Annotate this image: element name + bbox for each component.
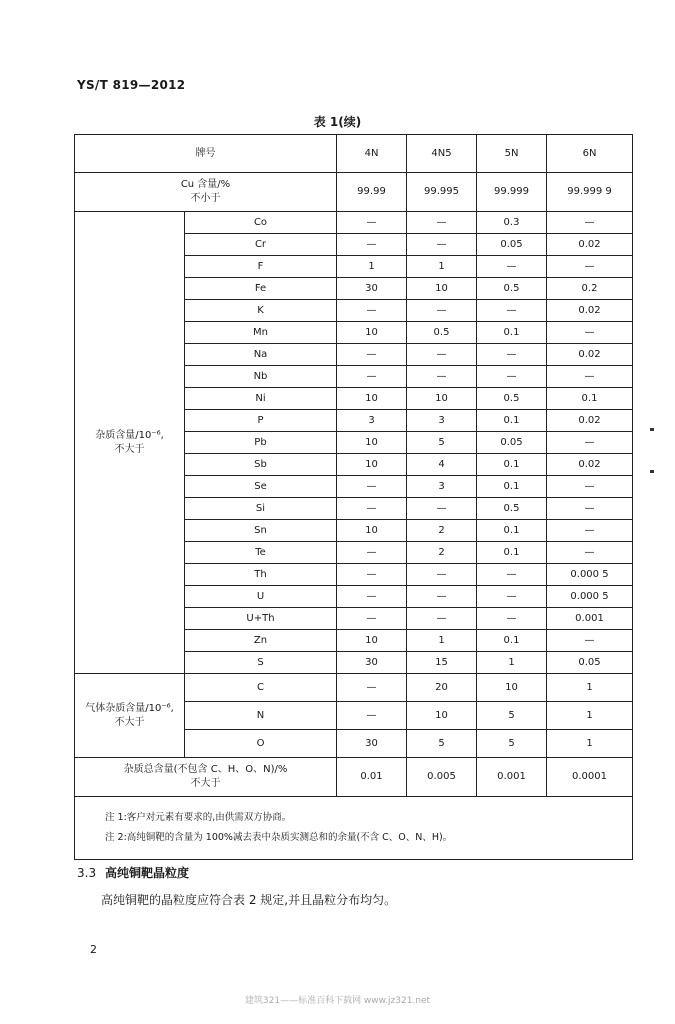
impurity-value: 10 bbox=[337, 388, 407, 410]
element-label: Fe bbox=[185, 278, 337, 300]
table-row bbox=[75, 828, 633, 860]
impurity-value: 0.1 bbox=[477, 476, 547, 498]
impurity-value: 0.05 bbox=[547, 652, 633, 674]
impurity-value: 0.05 bbox=[477, 234, 547, 256]
impurity-value: — bbox=[477, 256, 547, 278]
impurity-value: — bbox=[337, 344, 407, 366]
impurity-value: — bbox=[337, 586, 407, 608]
impurity-value: — bbox=[337, 300, 407, 322]
section-paragraph: 高纯铜靶的晶粒度应符合表 2 规定,并且晶粒分布均匀。 bbox=[101, 893, 397, 907]
footer-watermark: 建筑321——标准百科下载网 www.jz321.net bbox=[244, 996, 431, 1006]
impurity-value: 0.1 bbox=[477, 630, 547, 652]
element-label: Nb bbox=[185, 366, 337, 388]
table-row bbox=[75, 797, 633, 829]
impurity-value: 10 bbox=[407, 278, 477, 300]
group-label-line: 杂质含量/10⁻⁶, bbox=[95, 429, 164, 441]
table-row bbox=[75, 212, 633, 234]
impurity-value: — bbox=[337, 366, 407, 388]
table-row bbox=[75, 758, 633, 797]
grade-header: 4N bbox=[337, 135, 407, 173]
group-label-line: 不大于 bbox=[114, 716, 145, 728]
table-note: 注 1:客户对元素有要求的,由供需双方协商。 bbox=[75, 797, 633, 829]
impurity-value: 0.05 bbox=[477, 432, 547, 454]
total-value: 0.01 bbox=[337, 758, 407, 797]
impurity-value: — bbox=[407, 300, 477, 322]
gas-value: 1 bbox=[547, 674, 633, 702]
impurity-value: 0.02 bbox=[547, 234, 633, 256]
impurity-value: — bbox=[337, 564, 407, 586]
table-note: 注 2:高纯铜靶的含量为 100%减去表中杂质实测总和的余量(不含 C、O、N、H)。 bbox=[75, 828, 633, 860]
element-label: Te bbox=[185, 542, 337, 564]
element-label: Sn bbox=[185, 520, 337, 542]
impurity-value: — bbox=[477, 564, 547, 586]
impurity-value: 0.5 bbox=[477, 388, 547, 410]
table-row bbox=[75, 135, 633, 173]
element-label: Mn bbox=[185, 322, 337, 344]
impurity-value: — bbox=[477, 586, 547, 608]
impurity-value: — bbox=[337, 476, 407, 498]
impurity-value: 0.02 bbox=[547, 410, 633, 432]
impurity-value: — bbox=[337, 212, 407, 234]
total-label-line: 杂质总含量(不包含 C、H、O、N)/% bbox=[123, 764, 288, 775]
gas-value: 1 bbox=[547, 702, 633, 730]
impurity-value: 1 bbox=[407, 256, 477, 278]
margin-mark bbox=[650, 470, 654, 473]
impurity-value: — bbox=[477, 366, 547, 388]
impurity-value: 10 bbox=[337, 630, 407, 652]
element-label: U bbox=[185, 586, 337, 608]
gas-value: 20 bbox=[407, 674, 477, 702]
impurity-group-label bbox=[75, 212, 185, 674]
grade-label: 牌号 bbox=[75, 135, 337, 173]
element-label: Co bbox=[185, 212, 337, 234]
gas-value: 1 bbox=[547, 730, 633, 758]
impurity-value: — bbox=[337, 542, 407, 564]
page-number: 2 bbox=[90, 943, 97, 956]
impurity-value: — bbox=[547, 498, 633, 520]
impurity-value: 0.02 bbox=[547, 344, 633, 366]
grade-header: 4N5 bbox=[407, 135, 477, 173]
impurity-value: — bbox=[407, 212, 477, 234]
impurity-value: 1 bbox=[407, 630, 477, 652]
element-label: S bbox=[185, 652, 337, 674]
impurity-value: 0.000 5 bbox=[547, 564, 633, 586]
impurity-value: — bbox=[407, 608, 477, 630]
total-label bbox=[75, 758, 337, 797]
impurity-value: — bbox=[547, 542, 633, 564]
impurity-value: — bbox=[407, 498, 477, 520]
section-title: 高纯铜靶晶粒度 bbox=[105, 866, 190, 880]
impurity-value: 10 bbox=[337, 520, 407, 542]
impurity-value: 0.02 bbox=[547, 454, 633, 476]
element-label: N bbox=[185, 702, 337, 730]
impurity-value: 0.1 bbox=[477, 520, 547, 542]
impurity-value: 1 bbox=[337, 256, 407, 278]
element-label: C bbox=[185, 674, 337, 702]
gas-value: 10 bbox=[477, 674, 547, 702]
impurity-value: 10 bbox=[337, 432, 407, 454]
gas-value: — bbox=[337, 702, 407, 730]
impurity-value: 30 bbox=[337, 278, 407, 300]
element-label: Pb bbox=[185, 432, 337, 454]
impurity-value: 10 bbox=[407, 388, 477, 410]
impurity-value: 0.001 bbox=[547, 608, 633, 630]
impurity-value: — bbox=[477, 608, 547, 630]
gas-value: 5 bbox=[477, 702, 547, 730]
gas-value: 5 bbox=[477, 730, 547, 758]
element-label: Si bbox=[185, 498, 337, 520]
grade-header: 5N bbox=[477, 135, 547, 173]
impurity-value: 0.5 bbox=[477, 278, 547, 300]
total-value: 0.005 bbox=[407, 758, 477, 797]
gas-value: — bbox=[337, 674, 407, 702]
margin-mark bbox=[650, 428, 654, 431]
section-number: 3.3 bbox=[77, 866, 97, 880]
gas-value: 5 bbox=[407, 730, 477, 758]
table-caption: 表 1(续) bbox=[313, 115, 362, 129]
impurity-value: — bbox=[407, 344, 477, 366]
impurity-value: 1 bbox=[477, 652, 547, 674]
cu-value: 99.999 9 bbox=[547, 173, 633, 212]
impurity-value: 2 bbox=[407, 542, 477, 564]
total-value: 0.0001 bbox=[547, 758, 633, 797]
cu-value: 99.995 bbox=[407, 173, 477, 212]
section-heading bbox=[77, 864, 189, 881]
impurity-value: 3 bbox=[407, 476, 477, 498]
impurity-value: 4 bbox=[407, 454, 477, 476]
impurity-value: — bbox=[407, 366, 477, 388]
impurity-value: 0.1 bbox=[547, 388, 633, 410]
grade-header: 6N bbox=[547, 135, 633, 173]
impurity-value: — bbox=[407, 586, 477, 608]
impurity-value: 2 bbox=[407, 520, 477, 542]
cu-label bbox=[75, 173, 337, 212]
impurity-value: — bbox=[547, 630, 633, 652]
impurity-value: 0.1 bbox=[477, 542, 547, 564]
cu-value: 99.999 bbox=[477, 173, 547, 212]
element-label: P bbox=[185, 410, 337, 432]
impurity-value: 5 bbox=[407, 432, 477, 454]
impurity-value: — bbox=[547, 476, 633, 498]
impurity-value: — bbox=[407, 564, 477, 586]
impurity-value: — bbox=[547, 322, 633, 344]
impurity-value: 0.000 5 bbox=[547, 586, 633, 608]
element-label: Zn bbox=[185, 630, 337, 652]
standard-code: YS/T 819—2012 bbox=[77, 78, 186, 92]
impurity-value: 0.2 bbox=[547, 278, 633, 300]
impurity-value: 0.5 bbox=[407, 322, 477, 344]
impurity-value: — bbox=[477, 344, 547, 366]
impurity-value: — bbox=[547, 212, 633, 234]
impurity-value: 0.1 bbox=[477, 410, 547, 432]
impurity-value: 30 bbox=[337, 652, 407, 674]
impurity-value: 0.3 bbox=[477, 212, 547, 234]
gas-value: 10 bbox=[407, 702, 477, 730]
impurity-value: — bbox=[547, 256, 633, 278]
element-label: F bbox=[185, 256, 337, 278]
impurity-value: — bbox=[337, 234, 407, 256]
element-label: Th bbox=[185, 564, 337, 586]
impurity-value: — bbox=[547, 366, 633, 388]
impurity-value: — bbox=[337, 498, 407, 520]
element-label: Ni bbox=[185, 388, 337, 410]
table-row bbox=[75, 674, 633, 702]
element-label: Sb bbox=[185, 454, 337, 476]
element-label: O bbox=[185, 730, 337, 758]
gas-group-label bbox=[75, 674, 185, 758]
impurity-value: 10 bbox=[337, 454, 407, 476]
impurity-value: 10 bbox=[337, 322, 407, 344]
impurity-value: 0.1 bbox=[477, 322, 547, 344]
impurity-value: 0.02 bbox=[547, 300, 633, 322]
cu-label-line: Cu 含量/% bbox=[180, 179, 231, 190]
table-row bbox=[75, 173, 633, 212]
element-label: U+Th bbox=[185, 608, 337, 630]
total-label-line: 不大于 bbox=[190, 778, 221, 789]
element-label: Se bbox=[185, 476, 337, 498]
composition-table bbox=[74, 134, 633, 860]
impurity-value: — bbox=[337, 608, 407, 630]
cu-value: 99.99 bbox=[337, 173, 407, 212]
element-label: Na bbox=[185, 344, 337, 366]
impurity-value: 15 bbox=[407, 652, 477, 674]
element-label: K bbox=[185, 300, 337, 322]
impurity-value: — bbox=[477, 300, 547, 322]
impurity-value: 3 bbox=[407, 410, 477, 432]
impurity-value: 0.5 bbox=[477, 498, 547, 520]
impurity-value: 3 bbox=[337, 410, 407, 432]
group-label-line: 气体杂质含量/10⁻⁶, bbox=[85, 702, 174, 714]
impurity-value: 0.1 bbox=[477, 454, 547, 476]
group-label-line: 不大于 bbox=[114, 443, 145, 455]
cu-label-line: 不小于 bbox=[190, 193, 221, 204]
gas-value: 30 bbox=[337, 730, 407, 758]
element-label: Cr bbox=[185, 234, 337, 256]
impurity-value: — bbox=[547, 432, 633, 454]
total-value: 0.001 bbox=[477, 758, 547, 797]
impurity-value: — bbox=[407, 234, 477, 256]
impurity-value: — bbox=[547, 520, 633, 542]
